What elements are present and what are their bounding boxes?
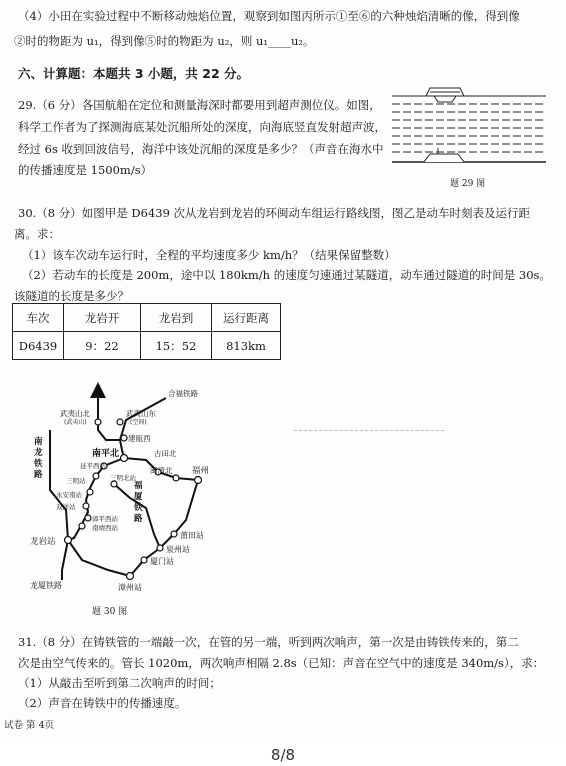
label-wuyi-n-sub: (武夷山) [64,419,87,426]
header-distance: 运行距离 [212,304,281,332]
label-yanping-w: 延平西站 [80,462,106,470]
q28-4-line1: （4）小田在实验过程中不断移动烛焰位置，观察到如图丙所示①至⑥的六种烛焰清晰的像，得到像 [18,9,520,23]
label-zhangzhou: 漳州站 [118,583,142,592]
q31-line2: 次是由空气传来的。管长 1020m，两次响声相隔 2.8s（已知：声音在空气中的速度是 340m/s），求： [18,656,545,670]
header-depart: 龙岩开 [64,304,141,332]
header-train: 车次 [13,304,64,332]
q28-4-line2: ②时的物距为 u₁，得到像⑤时的物距为 u₂，则 u₁____u₂。 [14,34,315,48]
q31-line1: 31.（8 分）在铸铁管的一端敲一次，在管的另一端，听到两次响声，第一次是由铸铁传来的，第二 [18,635,519,649]
label-yongan-s: 永安南站 [56,491,82,499]
q29-caption: 题 29 图 [450,179,486,189]
page-indicator: 8/8 [270,746,296,764]
label-sanming-n: 三明北站 [110,474,136,482]
label-gutian-n: 古田北 [154,449,177,458]
label-minqing-n: 闽清北 [150,466,173,475]
label-longxia: 龙厦铁路 [30,581,62,590]
label-fuxia: 福厦铁路 [134,481,143,524]
q31-line4: （2）声音在铸铁中的传播速度。 [18,696,187,710]
label-shuangyang: 双洋站 [56,503,76,511]
cell-depart: 9：22 [64,332,141,360]
railway-map [26,380,226,605]
label-putian: 莆田站 [180,531,204,540]
label-zhangping-w: 漳平西站 [92,515,118,523]
label-nanpu-n: 南平北 [92,449,120,459]
cell-distance: 813km [212,332,281,360]
q29-line4: 的传播速度是 1500m/s） [18,163,153,177]
q29-line1: 29.（6 分）各国航船在定位和测量海深时都要用到超声测位仪。如图， [18,98,381,112]
cell-train: D6439 [13,332,64,360]
q30-line1: 30.（8 分）如图甲是 D6439 次从龙岩到龙岩的环闽动车组运行路线图，图乙是动车时刻表及运行距 [18,206,531,220]
label-nanjing-w: 南靖西站 [92,524,118,532]
cell-arrive: 15：52 [141,332,212,360]
label-jianou-w: 建瓯西 [128,434,151,443]
label-wuyi-e: 武夷山东 [126,409,156,418]
section-title: 六、计算题：本题共 3 小题，共 22 分。 [18,66,250,81]
q30-line2: 离。求： [14,227,60,241]
label-hefu: 合福铁路 [168,389,198,398]
label-fuzhou: 福州 [192,466,210,476]
q30-line5: 该隧道的长度是多少？ [14,289,129,303]
table-row [13,332,281,360]
q30-caption: 题 30 图 [92,607,128,617]
q30-line4: （2）若动车的长度是 200m，途中以 180km/h 的速度匀速通过某隧道，动车通过隧道的时间是 30s。 [22,268,551,282]
label-sanming: 三明站 [66,477,86,485]
smudge-line [294,430,444,432]
label-wuyi-n: 武夷山北 [60,409,90,418]
q31-line3: （1）从敲击至听到第二次响声的时间； [18,676,221,690]
label-longyan: 龙岩站 [30,537,56,547]
sea-sonar-diagram [388,84,550,172]
label-nanlong: 南龙铁路 [34,437,43,480]
schedule-table [12,303,281,360]
label-quanzhou: 泉州站 [166,545,190,554]
label-wuyi-e-sub: (空间) [130,419,147,426]
q29-line2: 科学工作者为了探测海底某处沉船所处的深度，向海底竖直发射超声波， [18,120,386,134]
table-header-row [13,304,281,332]
q30-line3: （1）该车次动车运行时，全程的平均速度多少 km/h？（结果保留整数） [22,248,396,262]
header-arrive: 龙岩到 [141,304,212,332]
label-xiamen: 厦门站 [150,557,174,566]
q29-line3: 经过 6s 收到回波信号，海洋中该处沉船的深度是多少？（声音在海水中 [18,142,384,156]
footer-left: 试卷 第 4页 [4,720,55,731]
